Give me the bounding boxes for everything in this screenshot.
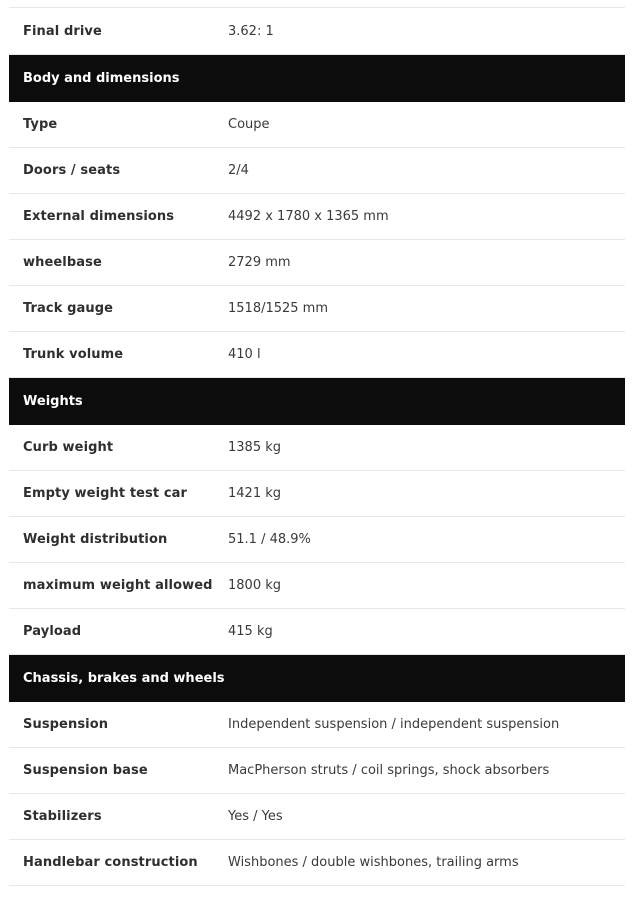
spec-row-trunk-volume (9, 332, 625, 378)
spec-label: Curb weight (23, 440, 114, 455)
section-header-body-dimensions: Body and dimensions (9, 55, 625, 102)
spec-row-doors-seats (9, 148, 625, 194)
spec-value: Independent suspension / independent suspension (228, 717, 560, 732)
spec-value: 2/4 (228, 163, 249, 178)
spec-row-handlebar-construction (9, 840, 625, 886)
spec-row-suspension (9, 702, 625, 748)
spec-label: Payload (23, 624, 82, 639)
spec-label: Final drive (23, 23, 102, 39)
spec-value: 1421 kg (228, 486, 281, 501)
spec-table (9, 0, 625, 886)
spec-row-track-gauge (9, 286, 625, 332)
spec-label: Weight distribution (23, 532, 168, 547)
spec-value: Wishbones / double wishbones, trailing arms (228, 855, 519, 870)
spec-label: Suspension (23, 717, 109, 732)
spec-value: 3.62: 1 (228, 23, 274, 39)
spec-label: Stabilizers (23, 809, 102, 824)
spec-row-maximum-weight (9, 563, 625, 609)
spec-label: Empty weight test car (23, 486, 188, 501)
spec-row-curb-weight (9, 425, 625, 471)
spec-row-empty-weight-test-car (9, 471, 625, 517)
spec-value: 1385 kg (228, 440, 281, 455)
spec-label: wheelbase (23, 255, 102, 270)
spec-value: 4492 x 1780 x 1365 mm (228, 209, 389, 224)
spec-label: Suspension base (23, 763, 148, 778)
spec-value: Coupe (228, 117, 270, 132)
spec-row-stabilizers (9, 794, 625, 840)
spec-row-weight-distribution (9, 517, 625, 563)
spec-label: maximum weight allowed (23, 578, 213, 593)
spec-label: Handlebar construction (23, 855, 198, 870)
spec-label: Type (23, 117, 58, 132)
spec-label: Trunk volume (23, 347, 124, 362)
spec-label: Doors / seats (23, 163, 121, 178)
section-header-chassis-brakes-wheels: Chassis, brakes and wheels (9, 655, 625, 702)
spec-value: 2729 mm (228, 255, 291, 270)
spec-value: 415 kg (228, 624, 273, 639)
spec-row-suspension-base (9, 748, 625, 794)
spec-row-external-dimensions (9, 194, 625, 240)
spec-value: Yes / Yes (228, 809, 283, 824)
spec-row-payload (9, 609, 625, 655)
spec-value: 410 l (228, 347, 261, 362)
spec-row-wheelbase (9, 240, 625, 286)
spec-value: 51.1 / 48.9% (228, 532, 311, 547)
section-header-weights: Weights (9, 378, 625, 425)
spec-row-final-drive (9, 8, 625, 55)
spec-row-type (9, 102, 625, 148)
spec-label: Track gauge (23, 301, 114, 316)
spec-label: External dimensions (23, 209, 175, 224)
spec-value: 1518/1525 mm (228, 301, 329, 316)
spec-value: MacPherson struts / coil springs, shock absorbers (228, 763, 550, 778)
spec-value: 1800 kg (228, 578, 281, 593)
